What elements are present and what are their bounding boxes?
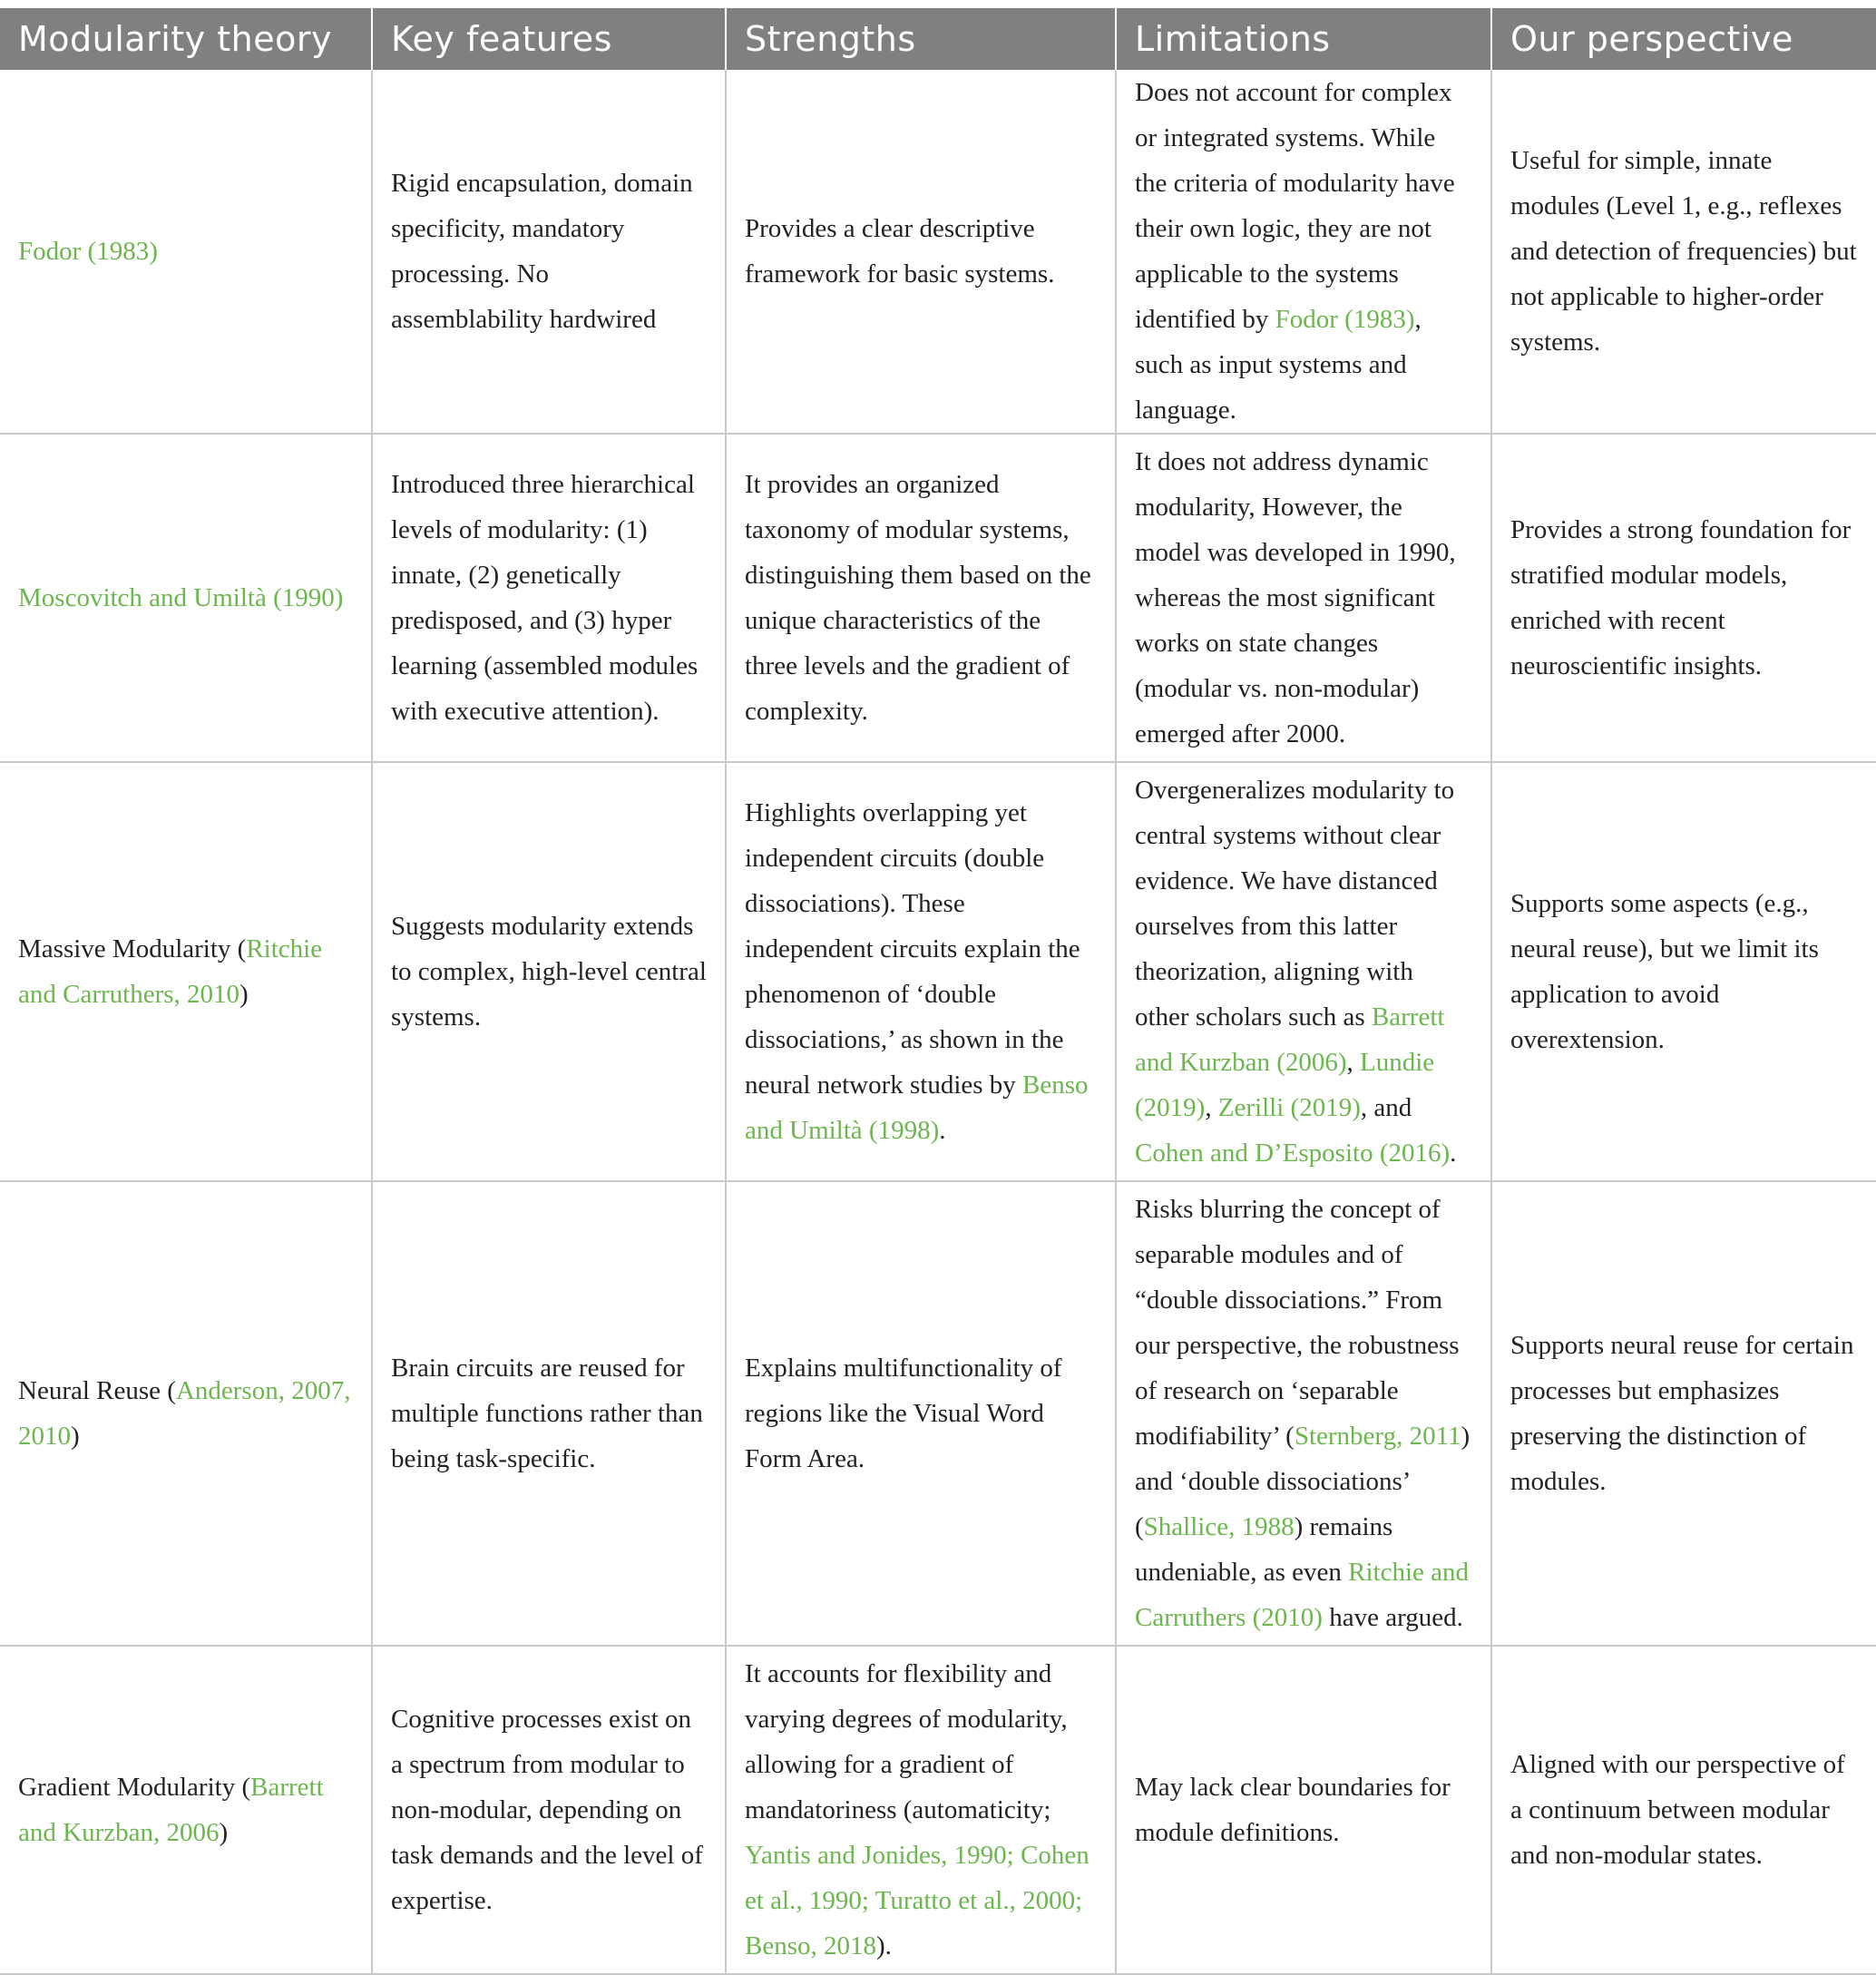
cell-limitations: [1116, 762, 1491, 1181]
cell-perspective: [1491, 1646, 1876, 1974]
cell-theory: [0, 1646, 372, 1974]
cell-theory: [0, 434, 372, 762]
cell-text: have argued.: [1322, 1603, 1463, 1632]
cell-text: It accounts for flexibility and varying degrees of modularity, allowing for a gradient of mandatoriness (automaticity;: [745, 1659, 1068, 1824]
cell-text: ): [239, 980, 249, 1009]
cell-text: Neural Reuse (: [18, 1376, 176, 1405]
citation-link[interactable]: Fodor (1983): [18, 237, 158, 266]
citation-link[interactable]: Fodor (1983): [1275, 305, 1415, 334]
cell-text: ,: [1346, 1048, 1361, 1077]
cell-text: .: [1450, 1139, 1457, 1168]
table-body: [0, 70, 1876, 1974]
cell-perspective: [1491, 1181, 1876, 1646]
citation-link[interactable]: Barrett and Kurzban (2006): [1135, 1002, 1445, 1077]
header-key-features: Key features: [372, 8, 726, 70]
cell-theory: [0, 762, 372, 1181]
cell-text: May lack clear boundaries for module definitions.: [1135, 1773, 1451, 1847]
table-row: [0, 1646, 1876, 1974]
cell-strengths: [726, 1646, 1116, 1974]
cell-text: Gradient Modularity (: [18, 1773, 251, 1802]
cell-text: ) and ‘double dissociations’ (: [1135, 1422, 1471, 1541]
table-row: [0, 70, 1876, 434]
cell-text: ): [71, 1422, 80, 1451]
cell-text: .: [939, 1116, 946, 1145]
cell-text: Highlights overlapping yet independent circuits (double dissociations). These independent circuits explain the phenomenon of ‘double dissociations,’ as shown in the neural network studies by: [745, 798, 1080, 1100]
citation-link[interactable]: Ritchie and Carruthers (2010): [1135, 1558, 1470, 1632]
cell-text: ,: [1205, 1093, 1218, 1122]
cell-limitations: [1116, 1646, 1491, 1974]
cell-text: Massive Modularity (: [18, 934, 247, 963]
citation-link[interactable]: Moscovitch and Umiltà (1990): [18, 583, 344, 612]
cell-perspective: [1491, 434, 1876, 762]
cell-text: Provides a clear descriptive framework for basic systems.: [745, 214, 1055, 288]
cell-text: Explains multifunctionality of regions like the Visual Word Form Area.: [745, 1354, 1062, 1473]
cell-text: Supports some aspects (e.g., neural reuse), but we limit its application to avoid overextension.: [1510, 889, 1819, 1054]
header-limitations: Limitations: [1116, 8, 1491, 70]
cell-text: Overgeneralizes modularity to central systems without clear evidence. We have distanced ourselves from this latter theorization, aligning with other scholars such as: [1135, 776, 1455, 1031]
cell-strengths: [726, 1181, 1116, 1646]
cell-features: [372, 434, 726, 762]
table-row: [0, 762, 1876, 1181]
header-strengths: Strengths: [726, 8, 1116, 70]
cell-text: , such as input systems and language.: [1135, 305, 1422, 425]
cell-text: , and: [1360, 1093, 1412, 1122]
header-row: [0, 8, 1876, 70]
citation-link[interactable]: Anderson, 2007, 2010: [18, 1376, 351, 1451]
cell-features: [372, 70, 726, 434]
modularity-comparison-table: [0, 8, 1876, 1975]
table-row: [0, 1181, 1876, 1646]
cell-perspective: [1491, 762, 1876, 1181]
cell-perspective: [1491, 70, 1876, 434]
table-header: [0, 8, 1876, 70]
cell-text: Suggests modularity extends to complex, high-level central systems.: [391, 912, 707, 1031]
cell-text: Rigid encapsulation, domain specificity, mandatory processing. No assemblability hardwired: [391, 169, 693, 334]
cell-text: Useful for simple, innate modules (Level 1, e.g., reflexes and detection of frequencies) but not applicable to higher-order systems.: [1510, 146, 1857, 357]
cell-text: Aligned with our perspective of a continuum between modular and non-modular states.: [1510, 1750, 1845, 1870]
cell-text: Introduced three hierarchical levels of modularity: (1) innate, (2) genetically predisposed, and (3) hyper learning (assembled modules with executive attention).: [391, 470, 699, 726]
cell-text: ): [219, 1818, 229, 1847]
citation-link[interactable]: Cohen and D’Esposito (2016): [1135, 1139, 1451, 1168]
citation-link[interactable]: Sternberg, 2011: [1294, 1422, 1461, 1451]
citation-link[interactable]: Zerilli (2019): [1217, 1093, 1361, 1122]
cell-theory: [0, 70, 372, 434]
citation-link[interactable]: Shallice, 1988: [1143, 1512, 1295, 1541]
citation-link[interactable]: Ritchie and Carruthers, 2010: [18, 934, 323, 1009]
cell-theory: [0, 1181, 372, 1646]
cell-text: Cognitive processes exist on a spectrum from modular to non-modular, depending on task demands and the level of expertise.: [391, 1705, 703, 1915]
cell-text: ).: [876, 1931, 892, 1960]
citation-link[interactable]: Yantis and Jonides, 1990; Cohen et al., 1990; Turatto et al., 2000; Benso, 2018: [745, 1841, 1089, 1960]
citation-link[interactable]: Barrett and Kurzban, 2006: [18, 1773, 324, 1847]
cell-text: Provides a strong foundation for stratified modular models, enriched with recent neuroscientific insights.: [1510, 515, 1852, 680]
cell-features: [372, 1181, 726, 1646]
cell-features: [372, 762, 726, 1181]
cell-limitations: [1116, 434, 1491, 762]
cell-text: Risks blurring the concept of separable modules and of “double dissociations.” From our perspective, the robustness of research on ‘separable modifiability’ (: [1135, 1195, 1460, 1451]
cell-features: [372, 1646, 726, 1974]
cell-text: It provides an organized taxonomy of modular systems, distinguishing them based on the unique characteristics of the three levels and the gradient of complexity.: [745, 470, 1091, 726]
cell-text: ) remains undeniable, as even: [1135, 1512, 1393, 1587]
citation-link[interactable]: Benso and Umiltà (1998): [745, 1071, 1089, 1145]
cell-strengths: [726, 434, 1116, 762]
header-modularity-theory: Modularity theory: [0, 8, 372, 70]
citation-link[interactable]: Lundie (2019): [1135, 1048, 1435, 1122]
table-row: [0, 434, 1876, 762]
header-our-perspective: Our perspective: [1491, 8, 1876, 70]
cell-strengths: [726, 70, 1116, 434]
cell-strengths: [726, 762, 1116, 1181]
cell-limitations: [1116, 70, 1491, 434]
cell-text: It does not address dynamic modularity, However, the model was developed in 1990, whereas the most significant works on state changes (modular vs. non-modular) emerged after 2000.: [1135, 447, 1456, 748]
cell-limitations: [1116, 1181, 1491, 1646]
cell-text: Supports neural reuse for certain processes but emphasizes preserving the distinction of modules.: [1510, 1331, 1854, 1496]
cell-text: Brain circuits are reused for multiple functions rather than being task-specific.: [391, 1354, 703, 1473]
cell-text: Does not account for complex or integrated systems. While the criteria of modularity have their own logic, they are not applicable to the systems identified by: [1135, 78, 1455, 334]
